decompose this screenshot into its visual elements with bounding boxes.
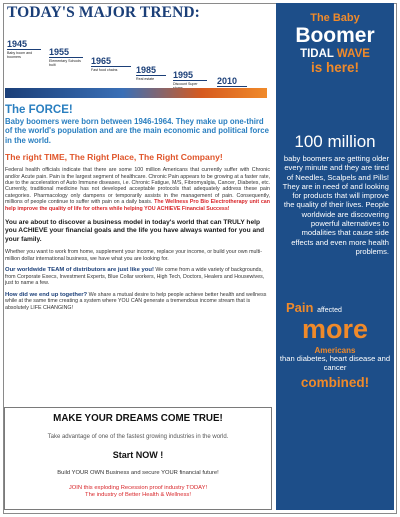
trend-timeline <box>5 26 267 102</box>
business-model-lead: You are about to discover a business model in today's world that can TRULY help you ACHIEVE your financial goals and the life you have always wanted for you and your family. <box>5 219 265 243</box>
timeline-step-1965: 1965 Fast food chains <box>91 57 131 72</box>
panel-combined: combined! <box>300 374 370 390</box>
panel-more: more <box>301 314 369 345</box>
start-now-text: Start NOW ! <box>112 450 164 460</box>
panel-baby-heading: The Baby <box>310 12 360 24</box>
panel-pain-heading: Pain affected <box>286 300 342 316</box>
pain-paragraph: Federal health officials indicate that there are some 100 million Americans that currently suffer with Chronic and/or Acute pain. Pain is the largest segment of healthcare. Chronic Pain appears to be growing at a faster rate, due to the acceleration of Auto Immune diseases, i.e. Chronic Fatigue, M/S, Fibromyalgia, Cancer, Diabetes, etc. Currently, traditional medicine has not developed acceptable protocols that adequately address these pain categories. Pharmacology only dampens or temporarily assists in the management of pain. Consequently, millions of people continue to suffer with pain on a daily basis. The Wellness Pro Bio Electrotherapy unit can help improve the quality of life for others while helping YOU ACHIEVE Financial Success! <box>5 167 270 212</box>
panel-100-million: 100 million <box>294 132 376 151</box>
right-panel <box>276 3 394 510</box>
force-heading: The FORCE! <box>5 104 73 116</box>
build-business-text: Build YOUR OWN Business and secure YOUR financial future! <box>57 470 219 476</box>
force-text: Baby boomers were born between 1946-1964. They make up one-third of the world's population and are the main economic and political force in the world. <box>5 117 269 145</box>
timeline-gradient-bar <box>5 88 267 98</box>
timeline-step-1955: 1955 Elementary Schools built <box>49 48 83 67</box>
work-from-home-text: Whether you want to work from home, supplement your income, replace your income, or build your own multi-million dollar international business, we have what you are looking for. <box>5 249 263 262</box>
panel-than-text: than diabetes, heart disease and cancer <box>279 354 391 373</box>
together-paragraph: How did we end up together? We share a mutual desire to help people achieve better health and wellness while at the same time creating a system where YOU CAN generate a tremendous income stream that is absolutely LIFE CHANGING! <box>5 291 267 311</box>
timeline-step-1945: 1945 Baby boom and boomers <box>7 40 41 59</box>
panel-boomers-text: baby boomers are getting older every minute and they are tired of Needles, Scalpels and Pills! They are in need of and looking for products that will improve the quality of their lives. People worldwide are discovering powerful alternatives to modalities that cause side effects and even more health problems. <box>282 154 389 256</box>
page-title: TODAY'S MAJOR TREND: <box>7 4 200 21</box>
panel-americans: Americans <box>314 346 356 356</box>
team-paragraph: Our worldwide TEAM of distributors are just like you! We come from a wide variety of backgrounds, from Corporate Execs, Investment Experts, Blue Collar workers, High Tech, Doctors, Healers and Housewives, just to name a few. <box>5 267 265 287</box>
dreams-box <box>4 407 272 510</box>
left-column <box>5 4 270 311</box>
panel-boomer-heading: Boomer <box>295 24 375 47</box>
join-industry-text: JOIN this exploding Recession proof industry TODAY! The industry of Better Health & Wellness! <box>68 485 208 498</box>
timeline-step-2010: 2010 <box>217 77 247 92</box>
right-time-heading: The right TIME, The Right Place, The Right Company! <box>5 152 223 163</box>
dreams-subtext: Take advantage of one of the fastest growing industries in the world. <box>47 434 229 440</box>
dreams-headline: MAKE YOUR DREAMS COME TRUE! <box>53 413 223 424</box>
wellness-pro-statement: The Wellness Pro Bio Electrotherapy unit can help improve the quality of life for others while helping YOU ACHIEVE Financial Success! <box>5 199 270 212</box>
timeline-step-1995: 1995 Discount Super <box>173 71 207 90</box>
timeline-step-1985: 1985 Real estate <box>136 66 166 81</box>
panel-is-here: is here! <box>310 60 360 75</box>
panel-tidal-wave: TIDAL WAVE <box>300 48 370 60</box>
